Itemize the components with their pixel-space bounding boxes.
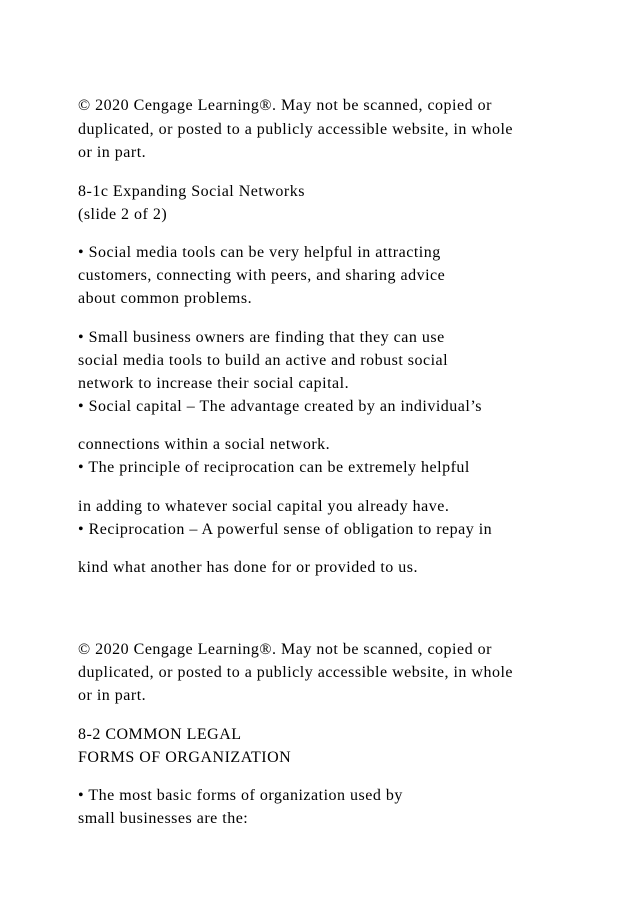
bullet-reciprocation-definition-2: kind what another has done for or provided to us.	[78, 559, 418, 576]
bullet-social-capital-2: connections within a social network.	[78, 436, 331, 453]
bullet-small-business-3: network to increase their social capital.	[78, 375, 350, 392]
bullet-small-business-2: social media tools to build an active and robust social	[78, 352, 449, 369]
slide-indicator: (slide 2 of 2)	[78, 206, 168, 223]
bullet-social-capital-1: • Social capital – The advantage created by an individual’s	[78, 398, 483, 415]
section-heading-8-2-line-1: 8-2 COMMON LEGAL	[78, 726, 242, 743]
bullet-reciprocation-principle-1: • The principle of reciprocation can be extremely helpful	[78, 459, 470, 476]
bullet-forms-of-organization-1: • The most basic forms of organization used by	[78, 787, 403, 804]
bullet-forms-of-organization-2: small businesses are the:	[78, 810, 249, 827]
bullet-social-media-1: • Social media tools can be very helpful in attracting	[78, 244, 441, 261]
copyright-line-6: or in part.	[78, 687, 147, 704]
bullet-small-business-1: • Small business owners are finding that they can use	[78, 329, 445, 346]
bullet-reciprocation-principle-2: in adding to whatever social capital you already have.	[78, 498, 450, 515]
copyright-line-5: duplicated, or posted to a publicly accessible website, in whole	[78, 664, 513, 681]
section-heading-8-1c: 8-1c Expanding Social Networks	[78, 183, 305, 200]
bullet-social-media-2: customers, connecting with peers, and sharing advice	[78, 267, 446, 284]
copyright-line-3: or in part.	[78, 144, 147, 161]
copyright-line-2: duplicated, or posted to a publicly accessible website, in whole	[78, 121, 513, 138]
section-heading-8-2-line-2: FORMS OF ORGANIZATION	[78, 749, 292, 766]
copyright-line-1: © 2020 Cengage Learning®. May not be scanned, copied or	[78, 97, 492, 114]
bullet-reciprocation-definition-1: • Reciprocation – A powerful sense of obligation to repay in	[78, 521, 493, 538]
copyright-line-4: © 2020 Cengage Learning®. May not be scanned, copied or	[78, 641, 492, 658]
bullet-social-media-3: about common problems.	[78, 290, 253, 307]
